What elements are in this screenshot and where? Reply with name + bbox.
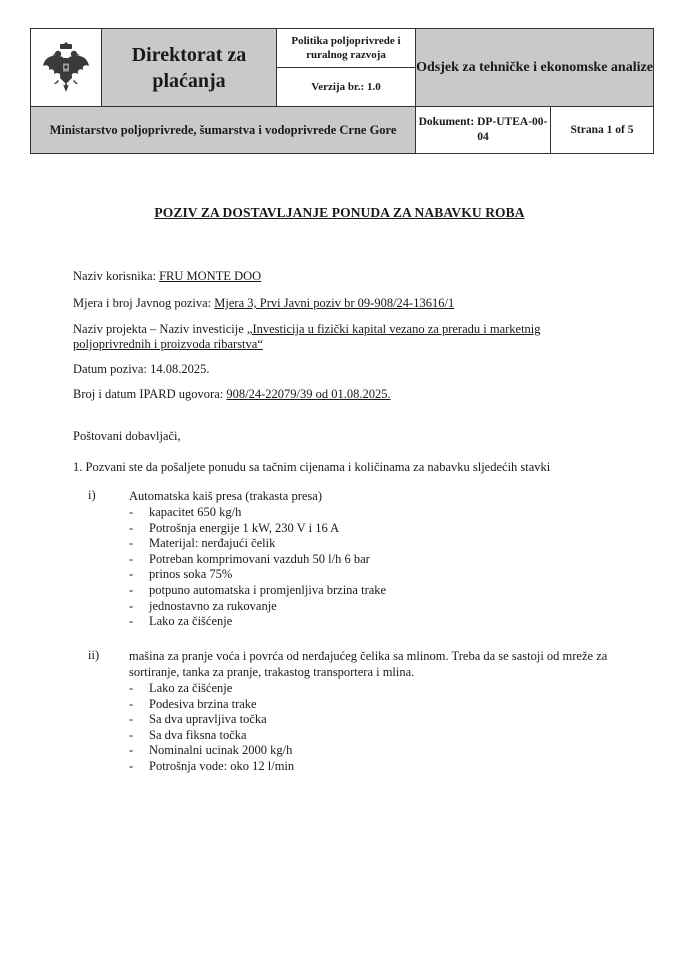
- date-line: Datum poziva: 14.08.2025.: [73, 362, 210, 376]
- measure-value: Mjera 3, Prvi Javni poziv br 09-908/24-13616/1: [214, 296, 455, 310]
- item-number: ii): [88, 648, 100, 662]
- ipard-label: Broj i datum IPARD ugovora:: [73, 387, 227, 401]
- logo-cell: [30, 28, 102, 107]
- project-line: [73, 321, 541, 337]
- ipard-value: 908/24-22079/39 od 01.08.2025.: [226, 387, 391, 401]
- list-item: - Lako za čišćenje: [129, 681, 233, 695]
- project-label: Naziv projekta – Naziv investicije: [73, 322, 247, 336]
- list-item: - Potrošnja vode: oko 12 l/min: [129, 758, 295, 773]
- list-item: - potpuno automatska i promjenljiva brzina trake: [129, 582, 387, 597]
- document-title: POZIV ZA DOSTAVLJANJE PONUDA ZA NABAVKU ROBA: [154, 205, 525, 220]
- list-item: - Lako za čišćenje: [129, 614, 233, 629]
- intro-paragraph: 1. Pozvani ste da pošaljete ponudu sa tačnim cijenama i količinama za nabavku sljedećih stavki: [73, 460, 551, 474]
- coat-of-arms-icon: [41, 42, 91, 94]
- item-bullet-list: [129, 504, 386, 629]
- list-item: - jednostavno za rukovanje: [129, 598, 277, 613]
- list-item: - Materijal: nerđajući čelik: [129, 536, 276, 551]
- list-item: - prinos soka 75%: [129, 567, 233, 582]
- ipard-line: [73, 386, 391, 402]
- greeting: Poštovani dobavljači,: [73, 429, 181, 443]
- list-item: - Nominalni ucinak 2000 kg/h: [129, 743, 293, 758]
- item-heading: mašina za pranje voća i povrća od nerđajućeg čelika sa mlinom. Treba da se sastoji od mreže za sortiranje, tanka za pranje, trakastog transportera i mlina.: [129, 649, 608, 679]
- list-item: - Potreban komprimovani vazduh 50 l/h 6 bar: [129, 551, 370, 566]
- list-item: - Sa dva fiksna točka: [129, 727, 247, 742]
- project-value-2: poljoprivrednih i proizvoda ribarstva“: [73, 337, 263, 351]
- list-item: - Sa dva upravljiva točka: [129, 712, 267, 727]
- document-id: Dokument: DP-UTEA-00-04: [415, 106, 551, 154]
- list-item: - Podesiva brzina trake: [129, 696, 257, 711]
- version-label: Verzija br.: 1.0: [276, 67, 416, 107]
- item-heading: Automatska kaiš presa (trakasta presa): [129, 489, 322, 503]
- project-line-2: [73, 336, 263, 352]
- project-value-1: „Investicija u fizički kapital vezano za preradu i marketnig: [246, 322, 541, 336]
- list-item: - kapacitet 650 kg/h: [129, 505, 242, 519]
- item-number: i): [88, 488, 96, 502]
- measure-line: [73, 295, 454, 311]
- list-item: - Potrošnja energije 1 kW, 230 V i 16 A: [129, 520, 340, 535]
- policy-label: Politika poljoprivrede i ruralnog razvoja: [276, 28, 416, 68]
- beneficiary-value: FRU MONTE DOO: [159, 269, 262, 283]
- beneficiary-label: Naziv korisnika:: [73, 269, 160, 283]
- beneficiary-line: [73, 268, 261, 284]
- ministry-label: Ministarstvo poljoprivrede, šumarstva i vodoprivrede Crne Gore: [30, 106, 416, 154]
- page-number: Strana 1 of 5: [550, 106, 654, 154]
- directorate-title: Direktorat za plaćanja: [101, 28, 277, 107]
- department-label: Odsjek za tehničke i ekonomske analize: [415, 28, 654, 107]
- measure-label: Mjera i broj Javnog poziva:: [73, 296, 215, 310]
- item-bullet-list: [129, 680, 294, 774]
